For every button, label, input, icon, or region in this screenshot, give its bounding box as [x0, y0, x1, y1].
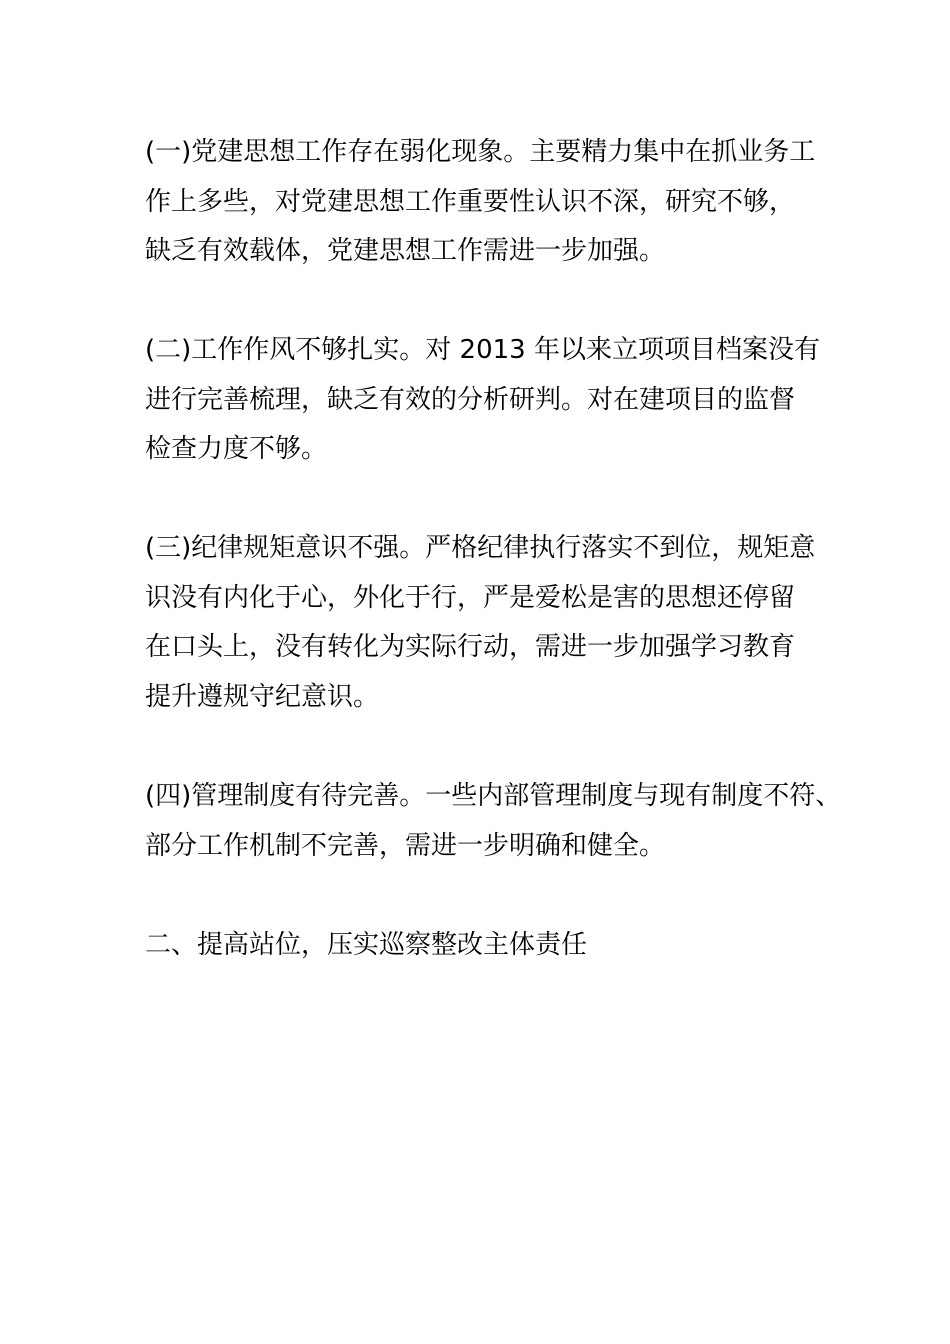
section-heading: 二、提高站位，压实巡察整改主体责任: [145, 930, 588, 960]
paragraph-line: 缺乏有效载体，党建思想工作需进一步加强。: [145, 236, 666, 266]
paragraph-line: 识没有内化于心，外化于行，严是爱松是害的思想还停留: [145, 583, 796, 613]
paragraph-line: (四)管理制度有待完善。一些内部管理制度与现有制度不符、: [145, 781, 842, 811]
paragraph-line: 在口头上，没有转化为实际行动，需进一步加强学习教育: [145, 632, 796, 662]
paragraph-line: 提升遵规守纪意识。: [145, 682, 380, 712]
paragraph-line: 进行完善梳理，缺乏有效的分析研判。对在建项目的监督: [145, 385, 796, 415]
paragraph-line: (二)工作作风不够扎实。对 2013 年以来立项项目档案没有: [145, 335, 820, 365]
paragraph-line: 部分工作机制不完善，需进一步明确和健全。: [145, 831, 666, 861]
paragraph-line: 检查力度不够。: [145, 434, 328, 464]
paragraph-line: 作上多些，对党建思想工作重要性认识不深，研究不够，: [145, 187, 796, 217]
paragraph-line: (三)纪律规矩意识不强。严格纪律执行落实不到位，规矩意: [145, 533, 816, 563]
paragraph-line: (一)党建思想工作存在弱化现象。主要精力集中在抓业务工: [145, 137, 816, 167]
